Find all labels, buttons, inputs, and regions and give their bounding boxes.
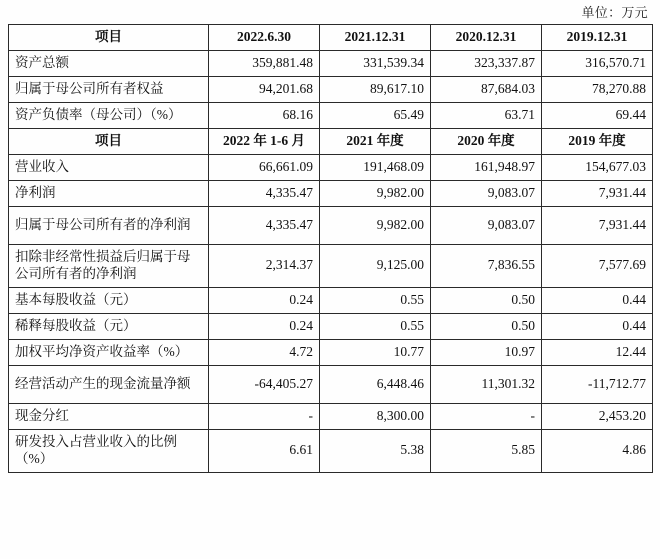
row-value: 4.72 <box>209 339 320 365</box>
row-value: 10.77 <box>320 339 431 365</box>
column-header-period-3: 2020.12.31 <box>431 25 542 51</box>
row-value: -64,405.27 <box>209 365 320 403</box>
column-header-item: 项目 <box>9 25 209 51</box>
row-value: 2,453.20 <box>542 403 653 429</box>
row-value: 0.55 <box>320 313 431 339</box>
row-value: 68.16 <box>209 103 320 129</box>
row-value: 7,931.44 <box>542 207 653 245</box>
row-value: 5.85 <box>431 429 542 472</box>
row-value: 7,836.55 <box>431 245 542 288</box>
row-value: 0.44 <box>542 313 653 339</box>
row-value: 11,301.32 <box>431 365 542 403</box>
row-value: 323,337.87 <box>431 51 542 77</box>
row-value: 2,314.37 <box>209 245 320 288</box>
row-value: 8,300.00 <box>320 403 431 429</box>
row-value: 9,083.07 <box>431 181 542 207</box>
column-header-period-2: 2021.12.31 <box>320 25 431 51</box>
table-row <box>9 429 653 472</box>
row-value: - <box>431 403 542 429</box>
row-value: 94,201.68 <box>209 77 320 103</box>
table-row <box>9 287 653 313</box>
row-label: 归属于母公司所有者的净利润 <box>9 207 209 245</box>
row-value: 7,931.44 <box>542 181 653 207</box>
row-label: 资产负债率（母公司）（%） <box>9 103 209 129</box>
row-value: 154,677.03 <box>542 155 653 181</box>
row-label: 经营活动产生的现金流量净额 <box>9 365 209 403</box>
column-header-period-2: 2021 年度 <box>320 129 431 155</box>
table-header-row-income <box>9 129 653 155</box>
row-value: 4,335.47 <box>209 207 320 245</box>
unit-note: 单位：万元 <box>581 5 648 20</box>
row-value: 331,539.34 <box>320 51 431 77</box>
table-body <box>9 25 653 473</box>
row-value: 9,982.00 <box>320 207 431 245</box>
table-row <box>9 77 653 103</box>
row-value: 87,684.03 <box>431 77 542 103</box>
row-label: 净利润 <box>9 181 209 207</box>
column-header-period-1: 2022.6.30 <box>209 25 320 51</box>
row-label: 归属于母公司所有者权益 <box>9 77 209 103</box>
row-label: 稀释每股收益（元） <box>9 313 209 339</box>
table-row <box>9 181 653 207</box>
row-value: 66,661.09 <box>209 155 320 181</box>
row-value: 9,982.00 <box>320 181 431 207</box>
column-header-period-4: 2019.12.31 <box>542 25 653 51</box>
table-header-row-balance <box>9 25 653 51</box>
row-label: 扣除非经常性损益后归属于母公司所有者的净利润 <box>9 245 209 288</box>
row-value: 9,125.00 <box>320 245 431 288</box>
row-value: 0.50 <box>431 313 542 339</box>
column-header-period-4: 2019 年度 <box>542 129 653 155</box>
column-header-item: 项目 <box>9 129 209 155</box>
row-value: 5.38 <box>320 429 431 472</box>
row-value: 359,881.48 <box>209 51 320 77</box>
row-value: 65.49 <box>320 103 431 129</box>
table-row <box>9 103 653 129</box>
row-value: 0.50 <box>431 287 542 313</box>
row-value: 6,448.46 <box>320 365 431 403</box>
table-row <box>9 339 653 365</box>
row-value: 78,270.88 <box>542 77 653 103</box>
row-value: 10.97 <box>431 339 542 365</box>
row-value: 191,468.09 <box>320 155 431 181</box>
row-value: -11,712.77 <box>542 365 653 403</box>
row-value: 89,617.10 <box>320 77 431 103</box>
row-label: 基本每股收益（元） <box>9 287 209 313</box>
table-row <box>9 51 653 77</box>
table-row <box>9 313 653 339</box>
row-value: 0.44 <box>542 287 653 313</box>
row-value: 161,948.97 <box>431 155 542 181</box>
column-header-period-1: 2022 年 1-6 月 <box>209 129 320 155</box>
row-value: - <box>209 403 320 429</box>
row-value: 0.55 <box>320 287 431 313</box>
row-label: 现金分红 <box>9 403 209 429</box>
row-value: 69.44 <box>542 103 653 129</box>
row-value: 316,570.71 <box>542 51 653 77</box>
table-row <box>9 245 653 288</box>
row-label: 加权平均净资产收益率（%） <box>9 339 209 365</box>
row-value: 0.24 <box>209 313 320 339</box>
table-row <box>9 365 653 403</box>
row-value: 4,335.47 <box>209 181 320 207</box>
row-value: 63.71 <box>431 103 542 129</box>
row-value: 0.24 <box>209 287 320 313</box>
row-value: 4.86 <box>542 429 653 472</box>
table-row <box>9 207 653 245</box>
table-row <box>9 155 653 181</box>
row-label: 研发投入占营业收入的比例（%） <box>9 429 209 472</box>
row-value: 9,083.07 <box>431 207 542 245</box>
table-row <box>9 403 653 429</box>
row-value: 7,577.69 <box>542 245 653 288</box>
column-header-period-3: 2020 年度 <box>431 129 542 155</box>
row-value: 6.61 <box>209 429 320 472</box>
row-value: 12.44 <box>542 339 653 365</box>
row-label: 营业收入 <box>9 155 209 181</box>
row-label: 资产总额 <box>9 51 209 77</box>
financial-summary-table <box>8 24 653 473</box>
